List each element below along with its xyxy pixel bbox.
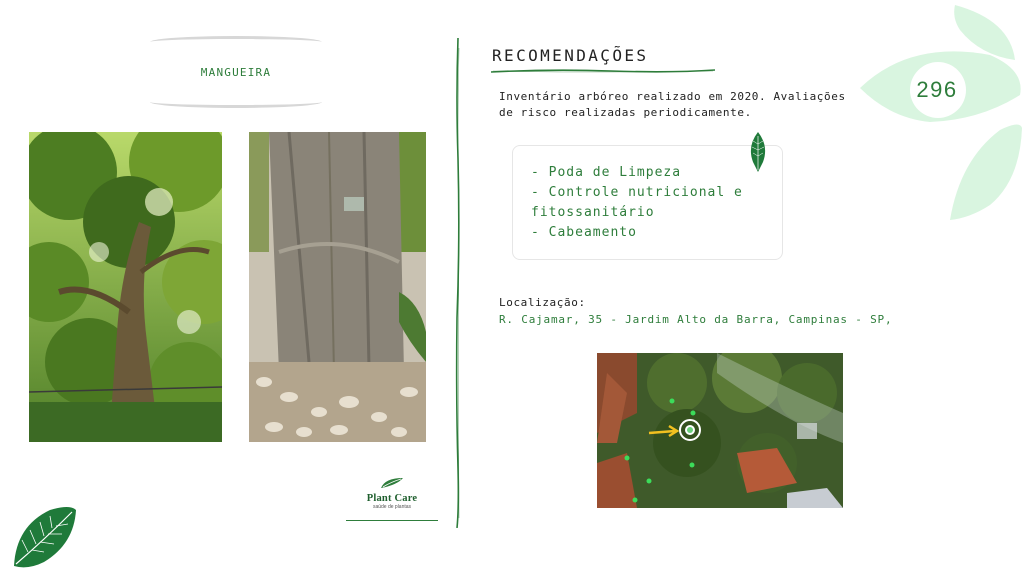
- location-label: Localização:: [499, 296, 586, 309]
- leaf-icon: [747, 132, 769, 172]
- location-address: R. Cajamar, 35 - Jardim Alto da Barra, Campinas - SP,: [499, 313, 893, 326]
- decorative-leaves: [860, 0, 1024, 230]
- leaf-icon: [10, 500, 82, 572]
- aerial-map: [597, 353, 843, 508]
- leaf-icon: [379, 477, 405, 489]
- brand-tagline: saúde de plantas: [372, 504, 412, 510]
- vertical-divider: [452, 38, 464, 528]
- recommendation-item: - Cabeamento: [531, 225, 637, 240]
- recommendation-item: - Controle nutricional e fitossanitário: [531, 185, 743, 220]
- brand-name: Plant Care: [366, 493, 418, 504]
- logo-underline: [346, 520, 438, 521]
- species-card: [150, 36, 322, 108]
- recommendations-box: [512, 145, 783, 260]
- species-name: MANGUEIRA: [200, 65, 272, 79]
- plant-care-logo: [356, 474, 428, 510]
- tree-canopy-photo: [29, 132, 222, 442]
- section-title: RECOMENDAÇÕES: [492, 46, 649, 65]
- recommendation-item: - Poda de Limpeza: [531, 165, 682, 180]
- tree-trunk-photo: [249, 132, 426, 442]
- title-underline: [491, 68, 715, 74]
- inventory-intro: Inventário arbóreo realizado em 2020. Avaliações de risco realizadas periodicamente.: [499, 90, 846, 119]
- tree-number: 296: [916, 77, 958, 102]
